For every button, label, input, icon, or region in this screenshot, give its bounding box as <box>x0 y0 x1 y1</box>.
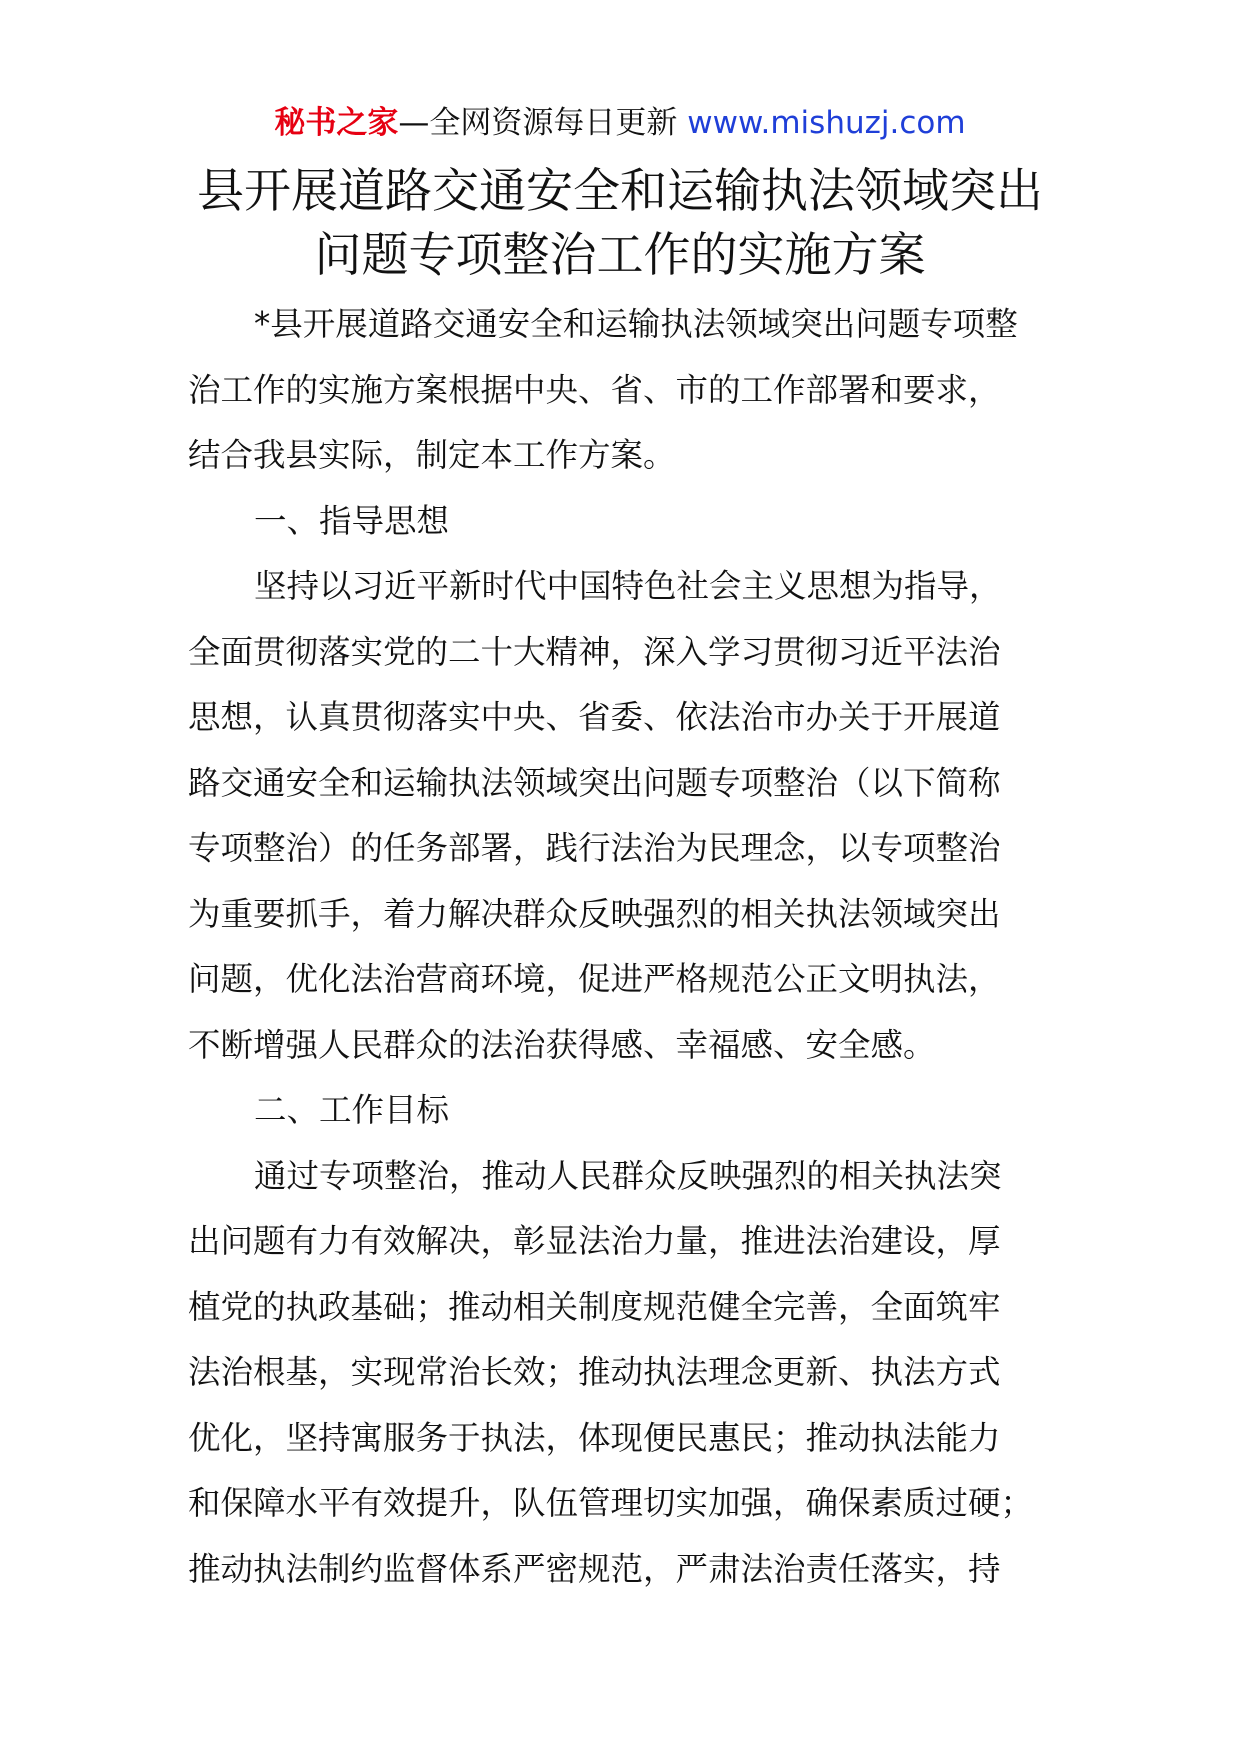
paragraph-line: 和保障水平有效提升，队伍管理切实加强，确保素质过硬； <box>188 1484 1034 1522</box>
paragraph-line: 专项整治）的任务部署，践行法治为民理念，以专项整治 <box>188 829 1001 867</box>
paragraph-line: 全面贯彻落实党的二十大精神，深入学习贯彻习近平法治 <box>188 632 1001 671</box>
title-line-2: 问题专项整治工作的实施方案 <box>314 228 926 283</box>
paragraph-line: 植党的执政基础；推动相关制度规范健全完善，全面筑牢 <box>188 1287 1001 1326</box>
paragraph-line: 法治根基，实现常治长效；推动执法理念更新、执法方式 <box>188 1353 1001 1391</box>
intro-line: *县开展道路交通安全和运输执法领域突出问题专项整 <box>254 305 1018 343</box>
title-line-1: 县开展道路交通安全和运输执法领域突出 <box>197 164 1043 219</box>
section-heading-guiding-ideology <box>188 489 1058 555</box>
paragraph-line: 出问题有力有效解决，彰显法治力量，推进法治建设，厚 <box>188 1222 1001 1260</box>
section2-paragraph <box>188 1144 1058 1603</box>
paragraph-line: 不断增强人民群众的法治获得感、幸福感、安全感。 <box>188 1025 936 1064</box>
paragraph-line: 坚持以习近平新时代中国特色社会主义思想为指导， <box>254 567 1002 605</box>
intro-paragraph <box>188 292 1058 489</box>
paragraph-line: 为重要抓手，着力解决群众反映强烈的相关执法领域突出 <box>188 894 1001 933</box>
header-tagline: —全网资源每日更新 <box>398 105 678 141</box>
paragraph-line: 通过专项整治，推动人民群众反映强烈的相关执法突 <box>254 1156 1002 1195</box>
section1-paragraph <box>188 554 1058 1078</box>
brand-name: 秘书之家 <box>274 105 399 141</box>
site-url: www.mishuzj.com <box>687 105 966 141</box>
site-header <box>0 98 1240 148</box>
section-heading: 二、工作目标 <box>254 1091 450 1129</box>
section-heading-work-goals <box>188 1078 1058 1144</box>
paragraph-line: 路交通安全和运输执法领域突出问题专项整治（以下简称 <box>188 763 1001 802</box>
paragraph-line: 思想，认真贯彻落实中央、省委、依法治市办关于开展道 <box>188 698 1001 736</box>
paragraph-line: 推动执法制约监督体系严密规范，严肃法治责任落实，持 <box>188 1549 1001 1588</box>
intro-line: 治工作的实施方案根据中央、省、市的工作部署和要求， <box>188 370 1001 409</box>
document-body <box>188 292 1058 1602</box>
section-heading: 一、指导思想 <box>254 501 450 540</box>
paragraph-line: 问题，优化法治营商环境，促进严格规范公正文明执法， <box>188 960 1001 998</box>
document-title <box>0 160 1240 288</box>
intro-line: 结合我县实际，制定本工作方案。 <box>188 436 676 474</box>
paragraph-line: 优化，坚持寓服务于执法，体现便民惠民；推动执法能力 <box>188 1418 1001 1457</box>
